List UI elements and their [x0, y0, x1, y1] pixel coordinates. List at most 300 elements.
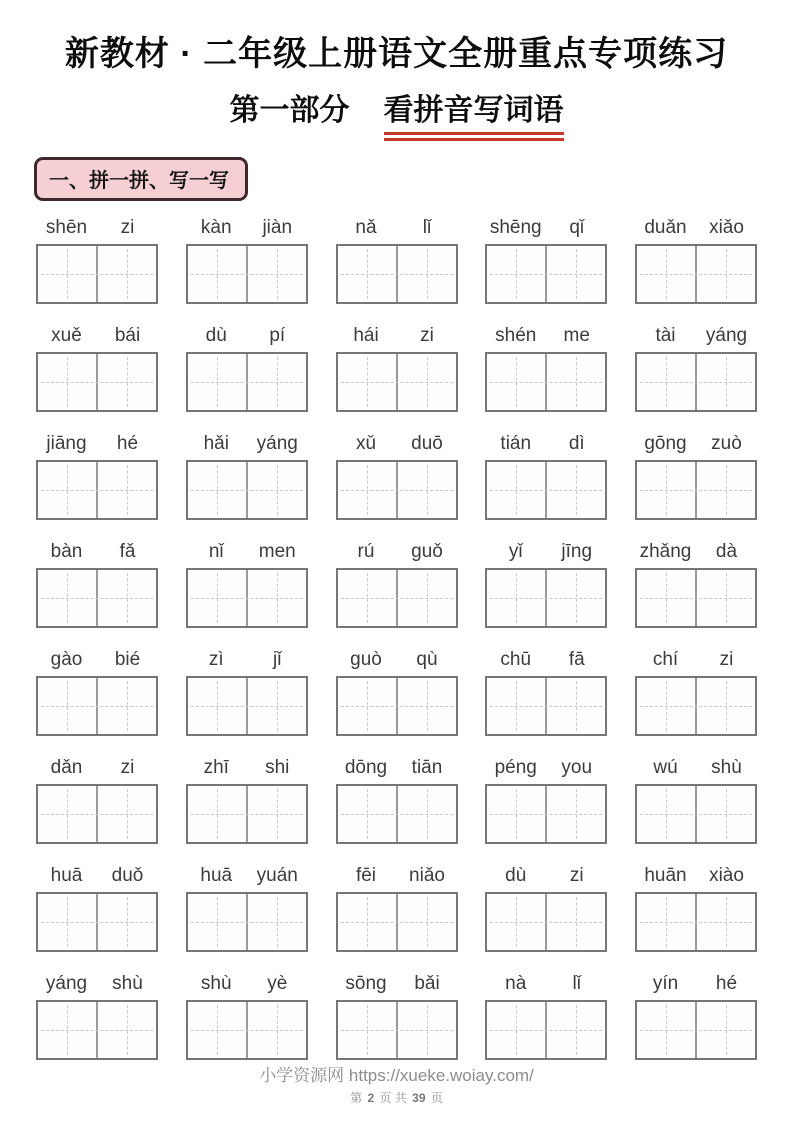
writing-box[interactable] [186, 676, 308, 736]
pinyin-syllable: xiào [709, 865, 744, 886]
writing-cell[interactable] [695, 462, 755, 518]
writing-box[interactable] [336, 352, 458, 412]
word-row [36, 649, 757, 736]
pinyin-syllable: zuò [711, 433, 742, 454]
pinyin-syllable: nà [505, 973, 527, 994]
word-entry [186, 217, 308, 304]
pinyin-syllable: huān [644, 865, 687, 886]
pinyin-label [186, 757, 308, 782]
pinyin-syllable: yè [267, 973, 288, 994]
writing-cell[interactable] [338, 570, 396, 626]
writing-box[interactable] [36, 676, 158, 736]
pinyin-syllable: yǐ [508, 541, 523, 562]
word-entry [186, 433, 308, 520]
writing-box[interactable] [635, 568, 757, 628]
word-entry [36, 325, 158, 412]
writing-cell[interactable] [695, 894, 755, 950]
word-row [36, 325, 757, 412]
page-title: 新教材 · 二年级上册语文全册重点专项练习 [64, 35, 729, 73]
writing-cell[interactable] [637, 462, 695, 518]
writing-box[interactable] [485, 892, 607, 952]
section-header-label: 一、拼一拼、写一写 [49, 170, 229, 192]
subtitle-underlined-label: 看拼音写词语 [384, 85, 564, 141]
writing-cell[interactable] [545, 894, 605, 950]
pinyin-syllable: rú [357, 541, 375, 562]
word-entry [635, 649, 757, 736]
word-entry [36, 865, 158, 952]
pinyin-label [485, 541, 607, 566]
writing-cell[interactable] [246, 462, 306, 518]
pinyin-syllable: dù [505, 865, 527, 886]
writing-box[interactable] [36, 892, 158, 952]
writing-cell[interactable] [487, 354, 545, 410]
pinyin-syllable: guǒ [411, 541, 443, 562]
pinyin-syllable: duō [411, 433, 443, 454]
writing-cell[interactable] [338, 354, 396, 410]
pinyin-syllable: gōng [644, 433, 687, 454]
word-entry [336, 865, 458, 952]
writing-box[interactable] [336, 784, 458, 844]
word-entry [635, 757, 757, 844]
word-entry [186, 757, 308, 844]
word-entry [635, 217, 757, 304]
word-entry [336, 649, 458, 736]
pinyin-syllable: tiān [411, 757, 443, 778]
writing-cell[interactable] [188, 1002, 246, 1058]
writing-cell[interactable] [96, 462, 156, 518]
writing-cell[interactable] [545, 678, 605, 734]
writing-cell[interactable] [246, 1002, 306, 1058]
writing-box[interactable] [635, 784, 757, 844]
writing-cell[interactable] [96, 246, 156, 302]
writing-cell[interactable] [246, 786, 306, 842]
writing-cell[interactable] [96, 1002, 156, 1058]
writing-cell[interactable] [396, 354, 456, 410]
writing-cell[interactable] [487, 678, 545, 734]
pinyin-syllable: bǎi [414, 973, 440, 994]
pinyin-label [36, 433, 158, 458]
writing-box[interactable] [186, 892, 308, 952]
pinyin-syllable: zi [569, 865, 584, 886]
writing-cell[interactable] [487, 786, 545, 842]
writing-box[interactable] [336, 676, 458, 736]
pinyin-syllable: zhī [203, 757, 229, 778]
word-entry [186, 649, 308, 736]
pinyin-grid [36, 217, 757, 1060]
pinyin-label [485, 325, 607, 350]
writing-box[interactable] [635, 1000, 757, 1060]
writing-box[interactable] [485, 460, 607, 520]
writing-cell[interactable] [396, 246, 456, 302]
word-entry [186, 541, 308, 628]
writing-cell[interactable] [38, 570, 96, 626]
writing-cell[interactable] [396, 570, 456, 626]
pinyin-syllable: zi [120, 217, 135, 238]
pinyin-syllable: yuán [256, 865, 298, 886]
writing-cell[interactable] [396, 678, 456, 734]
pinyin-syllable: hái [353, 325, 379, 346]
word-entry [186, 973, 308, 1060]
pinyin-label [635, 325, 757, 350]
word-entry [336, 433, 458, 520]
writing-cell[interactable] [38, 786, 96, 842]
pinyin-label [336, 973, 458, 998]
pinyin-syllable: zi [120, 757, 135, 778]
pinyin-syllable: zì [208, 649, 224, 670]
section-header-badge [34, 157, 248, 201]
word-entry [186, 865, 308, 952]
page-subtitle [0, 85, 793, 141]
pinyin-syllable: zhǎng [639, 541, 692, 562]
writing-box[interactable] [336, 1000, 458, 1060]
pinyin-syllable: chū [500, 649, 532, 670]
writing-cell[interactable] [545, 786, 605, 842]
page-number-total: 39 [412, 1091, 426, 1105]
pinyin-label [485, 973, 607, 998]
writing-box[interactable] [336, 568, 458, 628]
pinyin-syllable: men [258, 541, 296, 562]
pinyin-label [186, 649, 308, 674]
writing-cell[interactable] [396, 894, 456, 950]
pinyin-syllable: qù [416, 649, 438, 670]
pinyin-syllable: shēng [489, 217, 542, 238]
writing-cell[interactable] [246, 894, 306, 950]
writing-cell[interactable] [338, 894, 396, 950]
word-row [36, 973, 757, 1060]
pinyin-syllable: nǐ [208, 541, 224, 562]
pinyin-syllable: jǐ [273, 649, 282, 670]
pinyin-syllable: péng [494, 757, 537, 778]
writing-box[interactable] [635, 892, 757, 952]
pinyin-syllable: dù [205, 325, 227, 346]
writing-cell[interactable] [96, 894, 156, 950]
word-entry [485, 541, 607, 628]
pinyin-syllable: gào [50, 649, 83, 670]
writing-cell[interactable] [487, 570, 545, 626]
writing-box[interactable] [485, 352, 607, 412]
word-row [36, 865, 757, 952]
pinyin-syllable: bàn [50, 541, 83, 562]
writing-cell[interactable] [545, 1002, 605, 1058]
word-entry [336, 325, 458, 412]
writing-cell[interactable] [188, 786, 246, 842]
writing-cell[interactable] [338, 462, 396, 518]
pinyin-syllable: tài [655, 325, 676, 346]
word-entry [635, 433, 757, 520]
pinyin-syllable: shù [112, 973, 143, 994]
pinyin-syllable: jiàn [262, 217, 293, 238]
pinyin-label [336, 757, 458, 782]
pinyin-syllable: duǒ [111, 865, 144, 886]
pinyin-label [336, 649, 458, 674]
writing-cell[interactable] [695, 570, 755, 626]
pinyin-label [635, 541, 757, 566]
pinyin-syllable: shēn [45, 217, 88, 238]
word-row [36, 757, 757, 844]
writing-cell[interactable] [96, 354, 156, 410]
pinyin-label [36, 757, 158, 782]
pinyin-syllable: shén [495, 325, 537, 346]
word-entry [485, 757, 607, 844]
writing-box[interactable] [186, 568, 308, 628]
pinyin-label [485, 217, 607, 242]
writing-cell[interactable] [338, 678, 396, 734]
writing-box[interactable] [36, 244, 158, 304]
page-number-label: 页 [430, 1091, 443, 1105]
writing-cell[interactable] [96, 786, 156, 842]
word-entry [36, 541, 158, 628]
writing-box[interactable] [635, 352, 757, 412]
writing-box[interactable] [36, 460, 158, 520]
pinyin-label [186, 541, 308, 566]
writing-box[interactable] [485, 244, 607, 304]
pinyin-syllable: yín [652, 973, 679, 994]
pinyin-label [336, 865, 458, 890]
writing-box[interactable] [485, 568, 607, 628]
writing-box[interactable] [485, 1000, 607, 1060]
pinyin-syllable: hé [116, 433, 139, 454]
writing-box[interactable] [36, 352, 158, 412]
writing-cell[interactable] [246, 678, 306, 734]
writing-box[interactable] [36, 784, 158, 844]
writing-cell[interactable] [637, 1002, 695, 1058]
word-row [36, 541, 757, 628]
writing-box[interactable] [635, 244, 757, 304]
pinyin-syllable: fǎ [119, 541, 136, 562]
word-entry [635, 325, 757, 412]
writing-cell[interactable] [545, 462, 605, 518]
pinyin-syllable: lǐ [572, 973, 581, 994]
pinyin-syllable: bié [114, 649, 141, 670]
pinyin-label [635, 649, 757, 674]
writing-cell[interactable] [338, 786, 396, 842]
writing-cell[interactable] [38, 246, 96, 302]
pinyin-label [336, 433, 458, 458]
writing-box[interactable] [186, 244, 308, 304]
pinyin-label [336, 541, 458, 566]
page-number-current: 2 [367, 1091, 375, 1105]
pinyin-syllable: yáng [256, 433, 298, 454]
pinyin-syllable: kàn [200, 217, 232, 238]
pinyin-syllable: dōng [344, 757, 388, 778]
writing-box[interactable] [186, 784, 308, 844]
writing-cell[interactable] [188, 354, 246, 410]
pinyin-syllable: tián [500, 433, 532, 454]
writing-cell[interactable] [487, 894, 545, 950]
pinyin-syllable: zi [719, 649, 734, 670]
pinyin-syllable: jiāng [46, 433, 87, 454]
writing-cell[interactable] [637, 246, 695, 302]
writing-cell[interactable] [38, 1002, 96, 1058]
page-number-label: 页 共 [379, 1091, 407, 1105]
word-entry [485, 973, 607, 1060]
writing-cell[interactable] [188, 246, 246, 302]
writing-cell[interactable] [246, 246, 306, 302]
writing-cell[interactable] [396, 1002, 456, 1058]
writing-cell[interactable] [695, 678, 755, 734]
pinyin-label [635, 433, 757, 458]
pinyin-syllable: dà [715, 541, 738, 562]
pinyin-label [186, 865, 308, 890]
pinyin-label [186, 325, 308, 350]
pinyin-syllable: hé [715, 973, 738, 994]
word-entry [485, 325, 607, 412]
word-entry [36, 433, 158, 520]
writing-box[interactable] [635, 460, 757, 520]
pinyin-label [336, 325, 458, 350]
pinyin-label [186, 217, 308, 242]
writing-cell[interactable] [637, 570, 695, 626]
word-row [36, 433, 757, 520]
pinyin-syllable: xuě [51, 325, 82, 346]
writing-cell[interactable] [96, 678, 156, 734]
word-entry [36, 217, 158, 304]
pinyin-syllable: xǔ [355, 433, 377, 454]
pinyin-label [36, 325, 158, 350]
pinyin-label [36, 541, 158, 566]
pinyin-label [635, 757, 757, 782]
writing-box[interactable] [36, 568, 158, 628]
pinyin-syllable: shù [200, 973, 232, 994]
writing-cell[interactable] [188, 678, 246, 734]
word-entry [635, 865, 757, 952]
pinyin-syllable: shù [711, 757, 742, 778]
writing-cell[interactable] [487, 462, 545, 518]
pinyin-syllable: yáng [45, 973, 88, 994]
word-entry [635, 973, 757, 1060]
writing-box[interactable] [485, 676, 607, 736]
subtitle-part-label: 第一部分 [229, 94, 350, 127]
pinyin-syllable: huā [50, 865, 83, 886]
writing-box[interactable] [186, 460, 308, 520]
pinyin-syllable: guò [350, 649, 382, 670]
pinyin-label [186, 433, 308, 458]
word-entry [186, 325, 308, 412]
writing-cell[interactable] [487, 1002, 545, 1058]
pinyin-label [36, 649, 158, 674]
writing-box[interactable] [485, 784, 607, 844]
writing-cell[interactable] [695, 786, 755, 842]
pinyin-label [485, 433, 607, 458]
pinyin-syllable: pí [269, 325, 286, 346]
writing-cell[interactable] [637, 894, 695, 950]
pinyin-syllable: hǎi [203, 433, 229, 454]
writing-cell[interactable] [396, 786, 456, 842]
pinyin-syllable: shi [265, 757, 290, 778]
writing-cell[interactable] [38, 894, 96, 950]
pinyin-label [36, 865, 158, 890]
pinyin-syllable: fēi [355, 865, 377, 886]
writing-cell[interactable] [396, 462, 456, 518]
page-number-label: 第 [350, 1091, 363, 1105]
pinyin-syllable: dì [568, 433, 585, 454]
writing-cell[interactable] [338, 1002, 396, 1058]
writing-cell[interactable] [188, 894, 246, 950]
writing-box[interactable] [36, 1000, 158, 1060]
writing-cell[interactable] [338, 246, 396, 302]
writing-cell[interactable] [38, 354, 96, 410]
writing-cell[interactable] [545, 246, 605, 302]
writing-cell[interactable] [545, 354, 605, 410]
pinyin-syllable: qǐ [569, 217, 585, 238]
pinyin-label [186, 973, 308, 998]
writing-cell[interactable] [38, 462, 96, 518]
writing-box[interactable] [186, 352, 308, 412]
word-entry [336, 217, 458, 304]
word-entry [36, 973, 158, 1060]
word-entry [36, 649, 158, 736]
pinyin-syllable: you [561, 757, 593, 778]
word-entry [485, 433, 607, 520]
pinyin-syllable: niǎo [409, 865, 445, 886]
word-entry [336, 757, 458, 844]
pinyin-label [485, 649, 607, 674]
writing-cell[interactable] [695, 246, 755, 302]
writing-cell[interactable] [487, 246, 545, 302]
pinyin-label [485, 757, 607, 782]
writing-cell[interactable] [38, 678, 96, 734]
pinyin-label [36, 217, 158, 242]
page-footer [0, 1061, 793, 1106]
pinyin-syllable: chí [652, 649, 679, 670]
writing-box[interactable] [186, 1000, 308, 1060]
writing-cell[interactable] [695, 354, 755, 410]
pinyin-label [36, 973, 158, 998]
writing-box[interactable] [336, 244, 458, 304]
word-entry [485, 217, 607, 304]
writing-cell[interactable] [96, 570, 156, 626]
pinyin-label [635, 973, 757, 998]
pinyin-label [635, 865, 757, 890]
page-number [0, 1089, 793, 1106]
pinyin-syllable: fā [568, 649, 585, 670]
writing-cell[interactable] [188, 570, 246, 626]
writing-cell[interactable] [637, 678, 695, 734]
pinyin-syllable: bái [114, 325, 141, 346]
word-row [36, 217, 757, 304]
pinyin-label [336, 217, 458, 242]
pinyin-label [635, 217, 757, 242]
pinyin-syllable: lǐ [422, 217, 432, 238]
writing-cell[interactable] [545, 570, 605, 626]
writing-cell[interactable] [637, 786, 695, 842]
word-entry [336, 541, 458, 628]
pinyin-syllable: wú [653, 757, 678, 778]
writing-cell[interactable] [695, 1002, 755, 1058]
writing-cell[interactable] [246, 570, 306, 626]
word-entry [485, 649, 607, 736]
word-entry [485, 865, 607, 952]
pinyin-syllable: zi [420, 325, 434, 346]
writing-cell[interactable] [246, 354, 306, 410]
writing-box[interactable] [635, 676, 757, 736]
writing-cell[interactable] [188, 462, 246, 518]
word-entry [336, 973, 458, 1060]
pinyin-syllable: duǎn [644, 217, 687, 238]
writing-box[interactable] [336, 460, 458, 520]
pinyin-syllable: sōng [345, 973, 387, 994]
word-entry [36, 757, 158, 844]
pinyin-syllable: me [563, 325, 590, 346]
writing-box[interactable] [336, 892, 458, 952]
site-watermark: 小学资源网 https://xueke.woiay.com/ [259, 1066, 534, 1085]
pinyin-syllable: dǎn [50, 757, 83, 778]
word-entry [635, 541, 757, 628]
pinyin-label [485, 865, 607, 890]
writing-cell[interactable] [637, 354, 695, 410]
pinyin-syllable: yáng [705, 325, 748, 346]
pinyin-syllable: xiǎo [709, 217, 744, 238]
